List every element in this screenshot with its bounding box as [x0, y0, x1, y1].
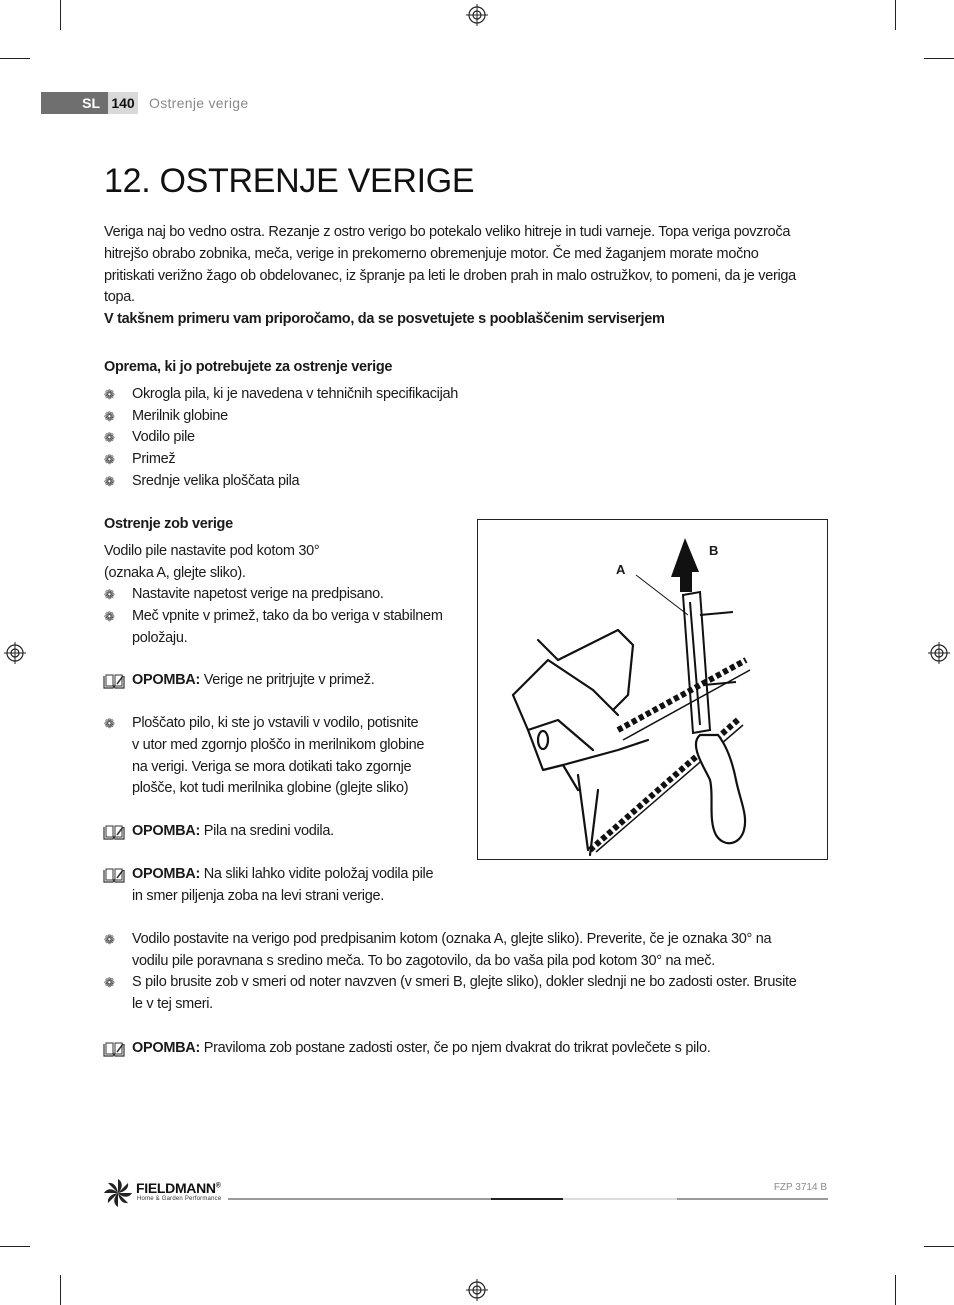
chain-sharpening-illustration — [478, 520, 827, 859]
note-text: in smer piljenja zoba na levi strani verige. — [132, 887, 384, 904]
sharpen-heading: Ostrenje zob verige — [104, 516, 233, 532]
note-text: Na sliki lahko vidite položaj vodila pile — [199, 866, 434, 882]
note-label: OPOMBA: — [132, 672, 200, 688]
intro-line: Veriga naj bo vedno ostra. Rezanje z ostro verigo bo potekalo veliko hitreje in tudi varneje. Topa veriga povzroča — [104, 224, 791, 240]
equipment-item: Srednje velika ploščata pila — [132, 473, 300, 489]
footer-rule — [491, 1198, 563, 1200]
text-line: S pilo brusite zob v smeri od noter navzven (v smeri B, glejte sliko), dokler slednji ne bo zadosti oster. Brusite — [132, 974, 797, 990]
note-book-icon — [103, 867, 125, 883]
fieldmann-logo-icon — [103, 1178, 133, 1208]
page-number: 140 — [108, 92, 138, 114]
intro-line: pritiskati verižno žago ob obdelovanec, iz špranje pa leti le droben prah in malo ostružkov, to pomeni, da je veriga — [104, 267, 796, 284]
registration-mark-icon — [4, 642, 26, 664]
equipment-item: Okrogla pila, ki je navedena v tehničnih specifikacijah — [132, 386, 459, 402]
footer-rule — [228, 1198, 491, 1200]
bullet-icon: ❁ — [104, 452, 115, 467]
intro-line: hitrejšo obrabo zobnika, meča, verige in prekomerno obremenjuje motor. Če med žaganjem morate močno — [104, 245, 759, 262]
note — [132, 821, 334, 843]
text-line: na verigi. Veriga se mora dotikati tako zgornje — [132, 758, 412, 775]
note-book-icon — [103, 673, 125, 689]
crop-mark — [0, 58, 30, 59]
note-label: OPOMBA: — [132, 1040, 200, 1056]
text-line: (oznaka A, glejte sliko). — [104, 564, 246, 581]
equipment-item: Primež — [132, 451, 176, 467]
bullet-icon: ❁ — [104, 716, 115, 731]
footer-rule — [677, 1198, 828, 1200]
note-text: Verige ne pritrjujte v primež. — [199, 672, 375, 688]
registration-mark-icon — [466, 4, 488, 26]
note-text: Pila na sredini vodila. — [199, 823, 334, 839]
equipment-item: Vodilo pile — [132, 429, 195, 445]
language-tag: SL — [41, 92, 108, 114]
text-line: plošče, kot tudi merilnika globine (glejte sliko) — [132, 780, 409, 797]
sharpen-step — [132, 713, 424, 800]
figure-label-b: B — [709, 543, 719, 558]
text-line: Vodilo pile nastavite pod kotom 30° — [104, 543, 320, 559]
sharpen-lead — [104, 541, 319, 585]
equipment-item: Merilnik globine — [132, 408, 228, 424]
crop-mark — [0, 1246, 30, 1247]
sharpening-figure — [477, 519, 828, 860]
text-line: Vodilo postavite na verigo pod predpisanim kotom (oznaka A, glejte sliko). Preverite, če je oznaka 30° na — [132, 931, 772, 947]
model-number: FZP 3714 B — [773, 1182, 827, 1193]
text-line: Ploščato pilo, ki ste jo vstavili v vodilo, potisnite — [132, 715, 419, 731]
bullet-icon: ❁ — [104, 474, 115, 489]
crop-mark — [924, 1246, 954, 1247]
intro-line: topa. — [104, 289, 135, 306]
note-text: Praviloma zob postane zadosti oster, če po njem dvakrat do trikrat povlečete s pilo. — [199, 1040, 711, 1056]
crop-mark — [895, 1275, 896, 1305]
crop-mark — [60, 1275, 61, 1305]
sharpen-step — [132, 606, 443, 650]
bullet-icon: ❁ — [104, 587, 115, 602]
note-label: OPOMBA: — [132, 823, 200, 839]
bullet-icon: ❁ — [104, 932, 115, 947]
note — [132, 1038, 710, 1060]
text-line: Meč vpnite v primež, tako da bo veriga v stabilnem — [132, 608, 443, 624]
bullet-icon: ❁ — [104, 409, 115, 424]
sharpen-step: Nastavite napetost verige na predpisano. — [132, 586, 384, 602]
brand-text: FIELDMANN — [136, 1180, 216, 1196]
equipment-heading: Oprema, ki jo potrebujete za ostrenje verige — [104, 359, 393, 375]
brand-name — [136, 1180, 221, 1196]
sharpen-step — [132, 929, 832, 973]
figure-label-a: A — [616, 562, 626, 577]
running-header: Ostrenje verige — [149, 95, 249, 111]
bullet-icon: ❁ — [104, 609, 115, 624]
page-title: 12. OSTRENJE VERIGE — [104, 162, 475, 200]
bullet-icon: ❁ — [104, 430, 115, 445]
bullet-icon: ❁ — [104, 975, 115, 990]
crop-mark — [895, 0, 896, 30]
registration-mark-icon — [466, 1279, 488, 1301]
footer-rule — [563, 1198, 677, 1200]
crop-mark — [60, 0, 61, 30]
crop-mark — [924, 58, 954, 59]
text-line: položaju. — [132, 629, 188, 646]
text-line: v utor med zgornjo ploščo in merilnikom globine — [132, 736, 425, 753]
text-line: le v tej smeri. — [132, 995, 213, 1012]
bullet-icon: ❁ — [104, 387, 115, 402]
intro-bold-line: V takšnem primeru vam priporočamo, da se posvetujete s pooblaščenim serviserjem — [104, 311, 665, 328]
note — [132, 864, 433, 908]
text-line: vodilu pile poravnana s sredino meča. To bo zagotovilo, da bo vaša pila pod kotom 30° na meč. — [132, 952, 715, 969]
note-book-icon — [103, 824, 125, 840]
note-book-icon — [103, 1041, 125, 1057]
brand-tagline: Home & Garden Performance — [137, 1196, 222, 1202]
trademark-symbol: ® — [215, 1182, 221, 1190]
registration-mark-icon — [928, 642, 950, 664]
intro-paragraph — [104, 222, 844, 331]
sharpen-step — [132, 972, 832, 1016]
note — [132, 670, 374, 692]
note-label: OPOMBA: — [132, 866, 200, 882]
